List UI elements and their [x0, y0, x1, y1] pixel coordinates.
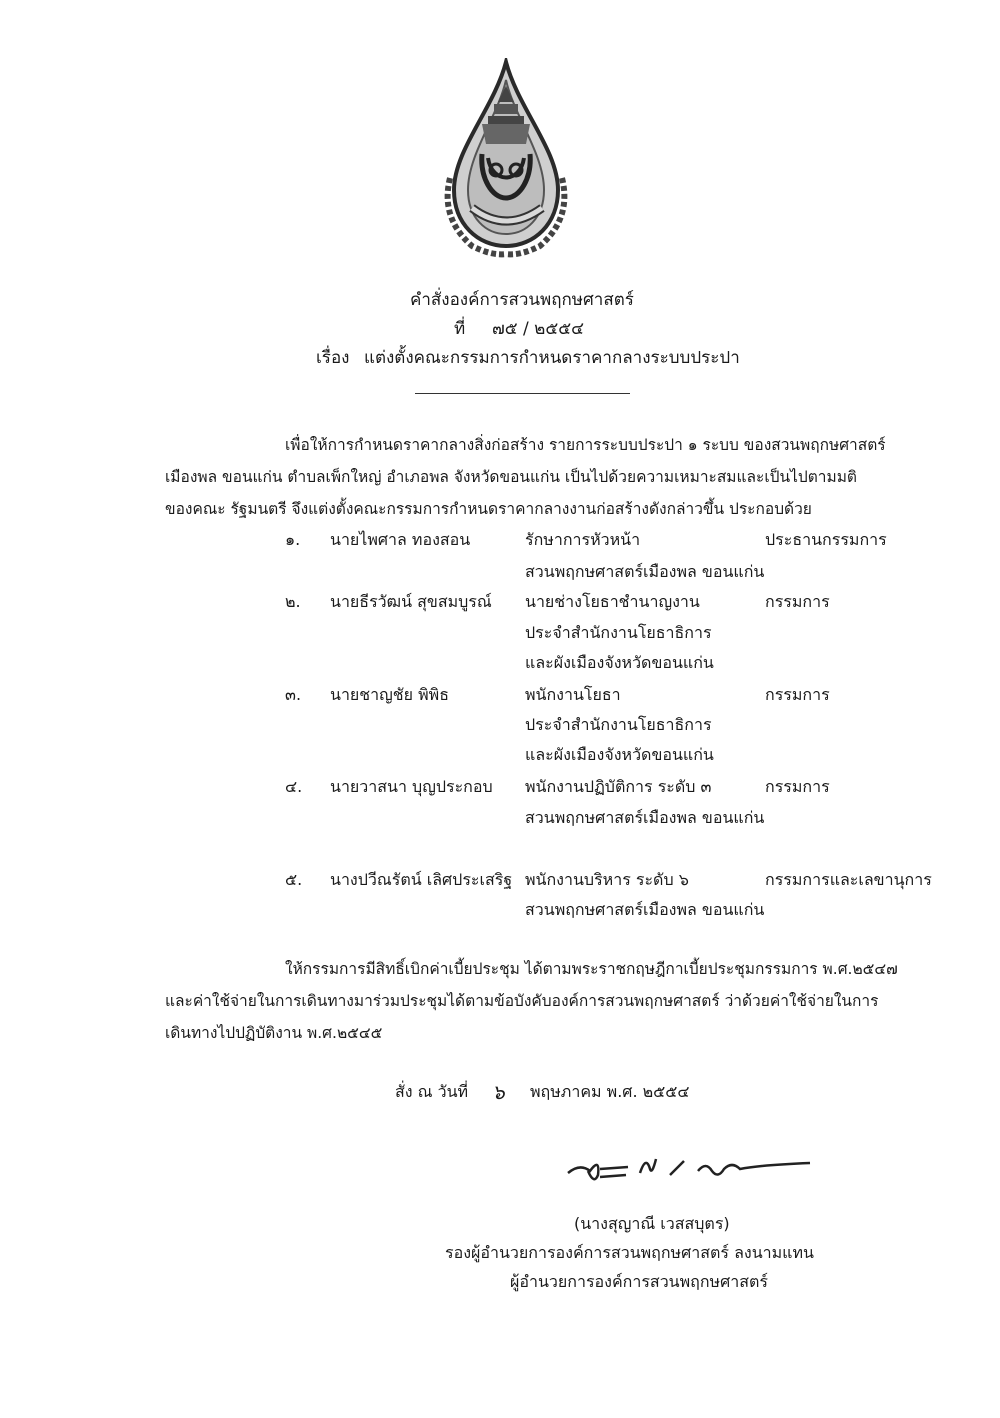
member-position: พนักงานปฏิบัติการ ระดับ ๓ [525, 777, 712, 796]
handwritten-signature [560, 1145, 820, 1195]
member-position: พนักงานโยธา [525, 685, 621, 704]
order-number-label: ที่ [454, 319, 466, 339]
signatory-subtitle: ผู้อำนวยการองค์การสวนพฤกษศาสตร์ [510, 1272, 768, 1291]
member-number: ๓. [285, 685, 302, 704]
closing-line-2: และค่าใช้จ่ายในการเดินทางมาร่วมประชุมได้ตามข้อบังคับองค์การสวนพฤกษศาสตร์ ว่าด้วยค่าใช้จ่ายในการ [165, 992, 879, 1010]
subject-label: เรื่อง [316, 348, 350, 368]
member-position: สวนพฤกษศาสตร์เมืองพล ขอนแก่น [525, 900, 765, 919]
intro-line-1: เพื่อให้การกำหนดราคากลางสิ่งก่อสร้าง รายการระบบประปา ๑ ระบบ ของสวนพฤกษศาสตร์ [285, 436, 886, 454]
member-role: กรรมการ [765, 685, 830, 704]
member-number: ๒. [285, 592, 301, 611]
member-position: ประจำสำนักงานโยธาธิการ [525, 715, 712, 734]
member-position: สวนพฤกษศาสตร์เมืองพล ขอนแก่น [525, 562, 765, 581]
closing-line-1: ให้กรรมการมีสิทธิ์เบิกค่าเบี้ยประชุม ได้ตามพระราชกฤษฎีกาเบี้ยประชุมกรรมการ พ.ศ.๒๕๔๗ [285, 960, 898, 978]
date-day: ๖ [492, 1080, 505, 1104]
order-subject: แต่งตั้งคณะกรรมการกำหนดราคากลางระบบประปา [364, 348, 740, 368]
signatory-title: รองผู้อำนวยการองค์การสวนพฤกษศาสตร์ ลงนามแทน [445, 1243, 814, 1262]
intro-line-2: เมืองพล ขอนแก่น ตำบลเพ็กใหญ่ อำเภอพล จังหวัดขอนแก่น เป็นไปด้วยความเหมาะสมและเป็นไปตามมติ [165, 468, 857, 486]
organization-seal [432, 58, 580, 258]
date-month-year: พฤษภาคม พ.ศ. ๒๕๕๔ [530, 1082, 690, 1101]
member-role: กรรมการและเลขานุการ [765, 870, 932, 889]
member-position: พนักงานบริหาร ระดับ ๖ [525, 870, 689, 889]
member-number: ๕. [285, 870, 303, 889]
member-name: นายธีรวัฒน์ สุขสมบูรณ์ [330, 592, 492, 611]
member-position: รักษาการหัวหน้า [525, 530, 641, 549]
intro-line-3: ของคณะ รัฐมนตรี จึงแต่งตั้งคณะกรรมการกำหนดราคากลางงานก่อสร้างดังกล่าวขึ้น ประกอบด้วย [165, 500, 812, 518]
date-prefix: สั่ง ณ วันที่ [395, 1082, 469, 1101]
header-divider [415, 393, 630, 394]
member-position: นายช่างโยธาชำนาญงาน [525, 592, 700, 611]
order-number: ๗๕ / ๒๕๕๔ [492, 319, 584, 339]
member-position: และผังเมืองจังหวัดขอนแก่น [525, 653, 714, 672]
member-name: นายไพศาล ทองสอน [330, 530, 471, 549]
member-position: ประจำสำนักงานโยธาธิการ [525, 623, 712, 642]
member-name: นายชาญชัย พิพิธ [330, 685, 449, 704]
member-role: กรรมการ [765, 592, 830, 611]
member-position: สวนพฤกษศาสตร์เมืองพล ขอนแก่น [525, 808, 765, 827]
member-name: นางปวีณรัตน์ เลิศประเสริฐ [330, 870, 513, 889]
member-name: นายวาสนา บุญประกอบ [330, 777, 493, 796]
order-title: คำสั่งองค์การสวนพฤกษศาสตร์ [410, 290, 634, 310]
member-position: และผังเมืองจังหวัดขอนแก่น [525, 745, 714, 764]
member-number: ๑. [285, 530, 301, 549]
signatory-name: (นางสุญาณี เวสสบุตร) [574, 1214, 730, 1233]
closing-line-3: เดินทางไปปฏิบัติงาน พ.ศ.๒๕๔๕ [165, 1024, 383, 1042]
member-role: กรรมการ [765, 777, 830, 796]
member-number: ๔. [285, 777, 303, 796]
member-role: ประธานกรรมการ [765, 530, 887, 549]
